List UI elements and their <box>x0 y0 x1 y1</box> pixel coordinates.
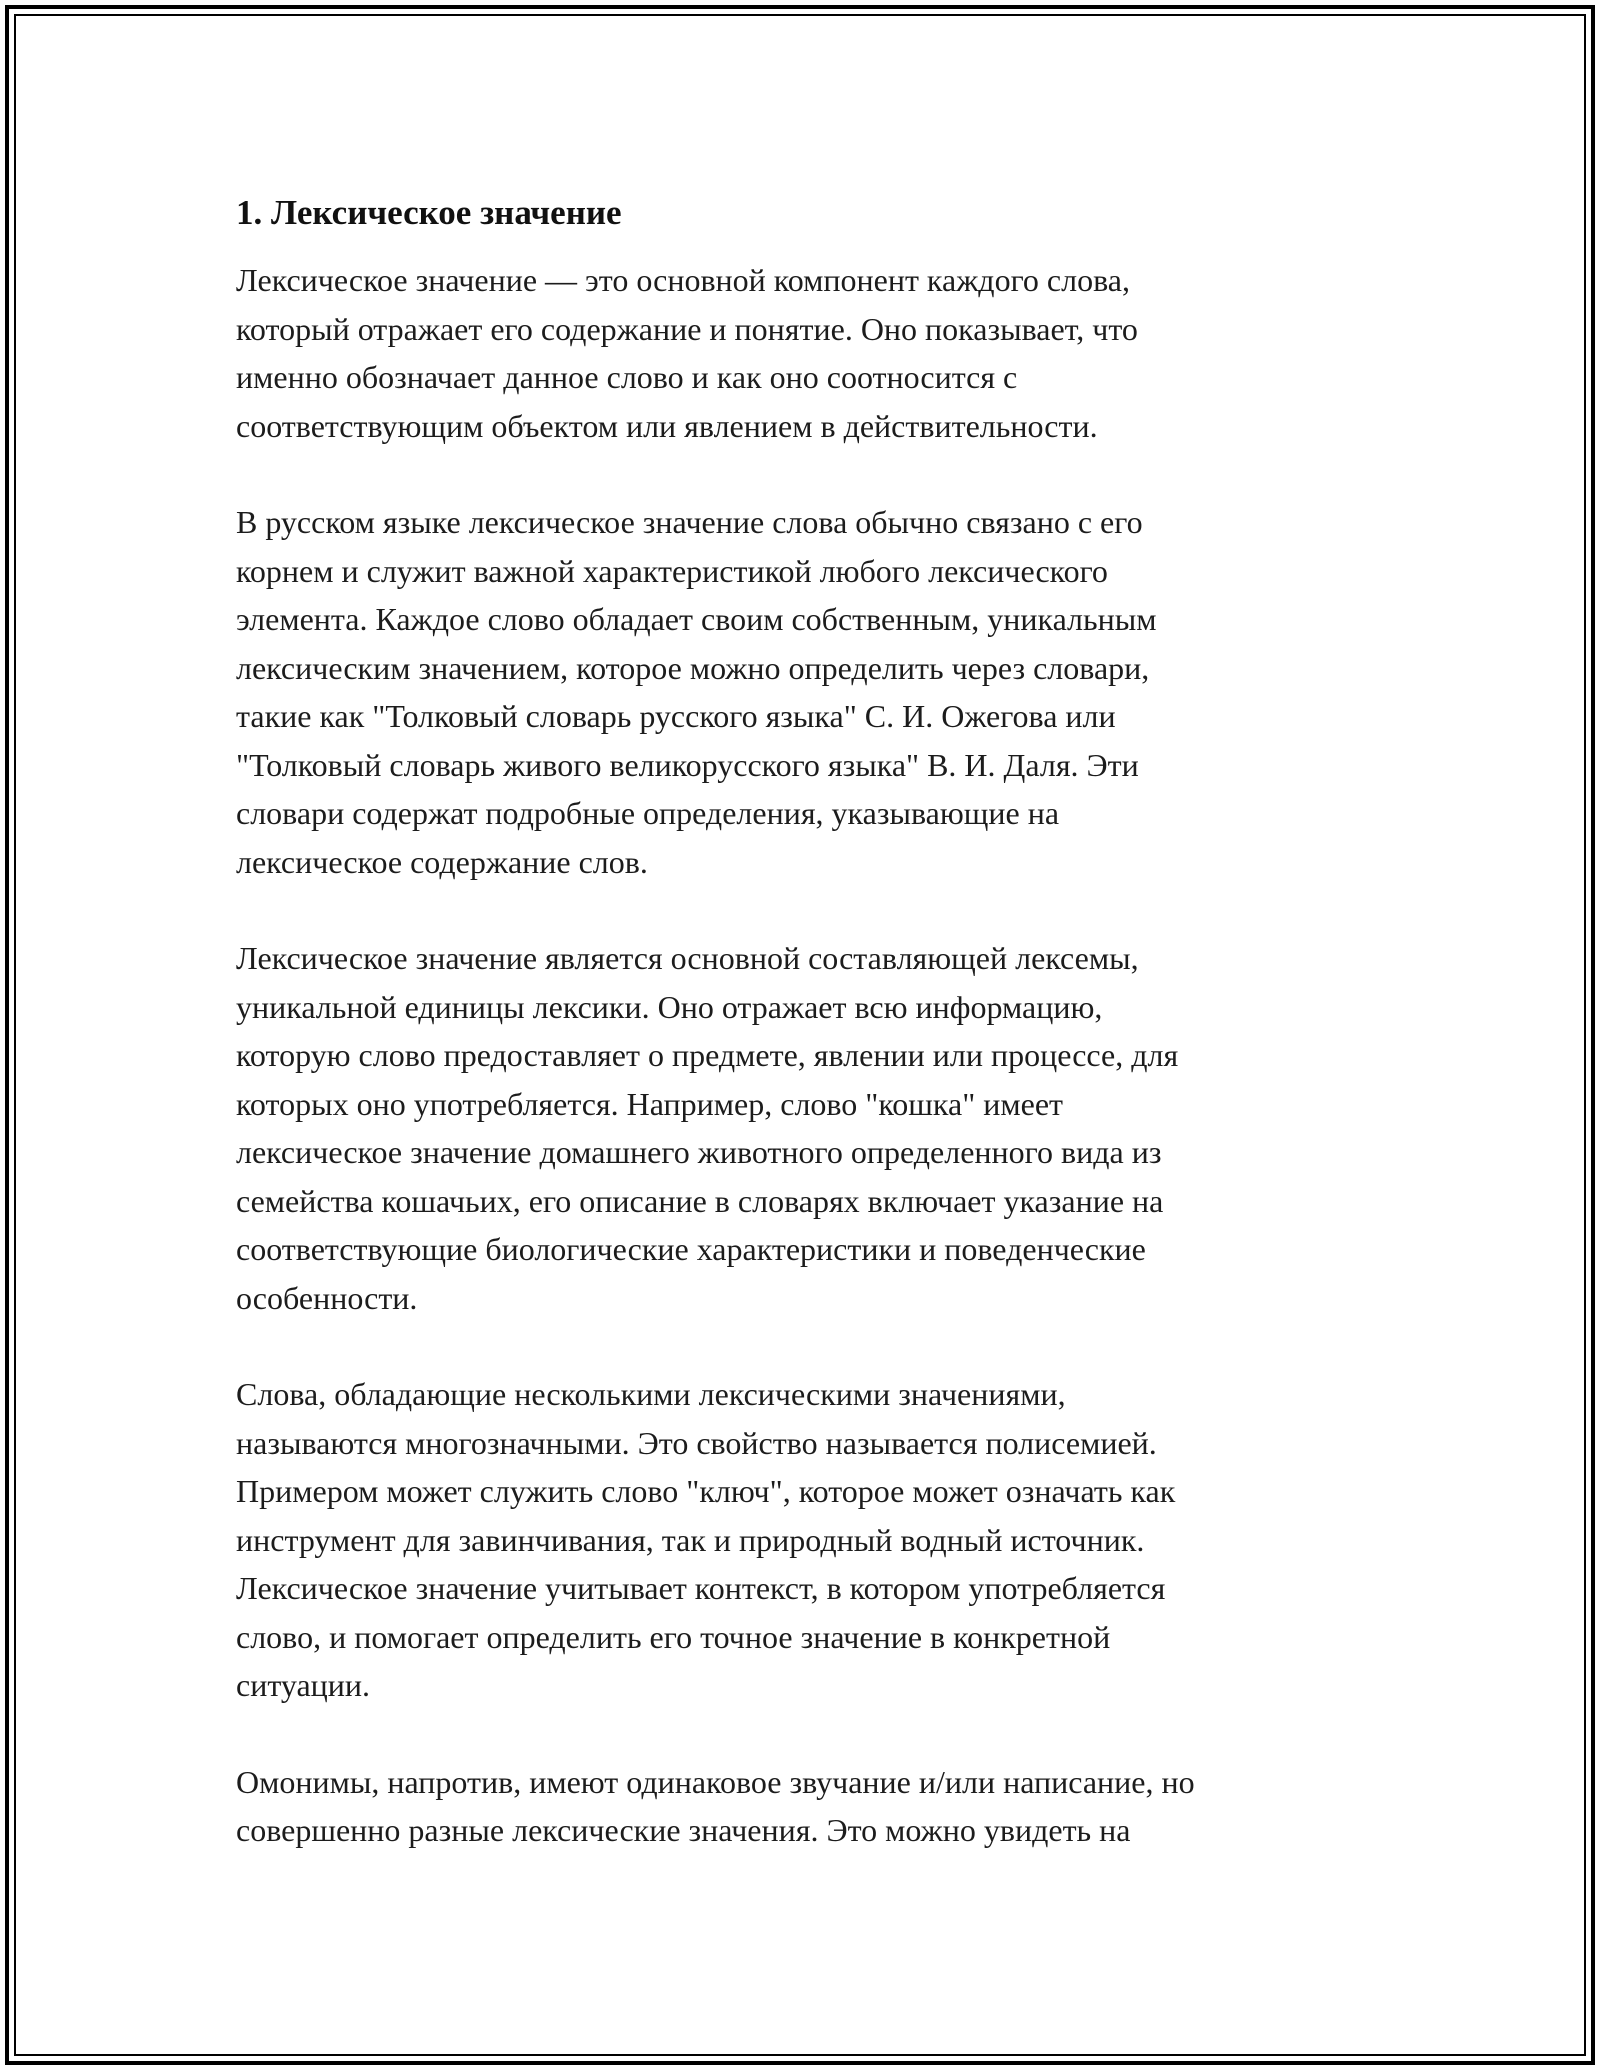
section-heading: 1. Лексическое значение <box>236 193 622 232</box>
paragraph-4: Слова, обладающие несколькими лексическими значениями, называются многозначными. Это свойство называется полисемией. Примером может служить слово "ключ", которое может означать как инструмент для завинчивания, так и природный водный источник. Лексическое значение учитывает контекст, в котором употребляется слово, и помогает определить его точное значение в конкретной ситуации. <box>236 1376 1176 1703</box>
paragraph-1: Лексическое значение — это основной компонент каждого слова, который отражает его содержание и понятие. Оно показывает, что именно обозначает данное слово и как оно соотносится с соответствующим объектом или явлением в действительности. <box>236 262 1138 444</box>
paragraph-3: Лексическое значение является основной составляющей лексемы, уникальной единицы лексики. Оно отражает всю информацию, которую слово предоставляет о предмете, явлении или процессе, для которых оно употребляется. Например, слово "кошка" имеет лексическое значение домашнего животного определенного вида из семейства кошачьих, его описание в словарях включает указание на соответствующие биологические характеристики и поведенческие особенности. <box>236 940 1179 1316</box>
paragraph-2: В русском языке лексическое значение слова обычно связано с его корнем и служит важной характеристикой любого лексического элемента. Каждое слово обладает своим собственным, уникальным лексическим значением, которое можно определить через словари, такие как "Толковый словарь русского языка" С. И. Ожегова или "Толковый словарь живого великорусского языка" В. И. Даля. Эти словари содержат подробные определения, указывающие на лексическое содержание слов. <box>236 504 1157 880</box>
paragraph-5: Омонимы, напротив, имеют одинаковое звучание и/или написание, но совершенно разные лексические значения. Это можно увидеть на <box>236 1763 1195 1848</box>
document-body <box>236 188 1376 1855</box>
